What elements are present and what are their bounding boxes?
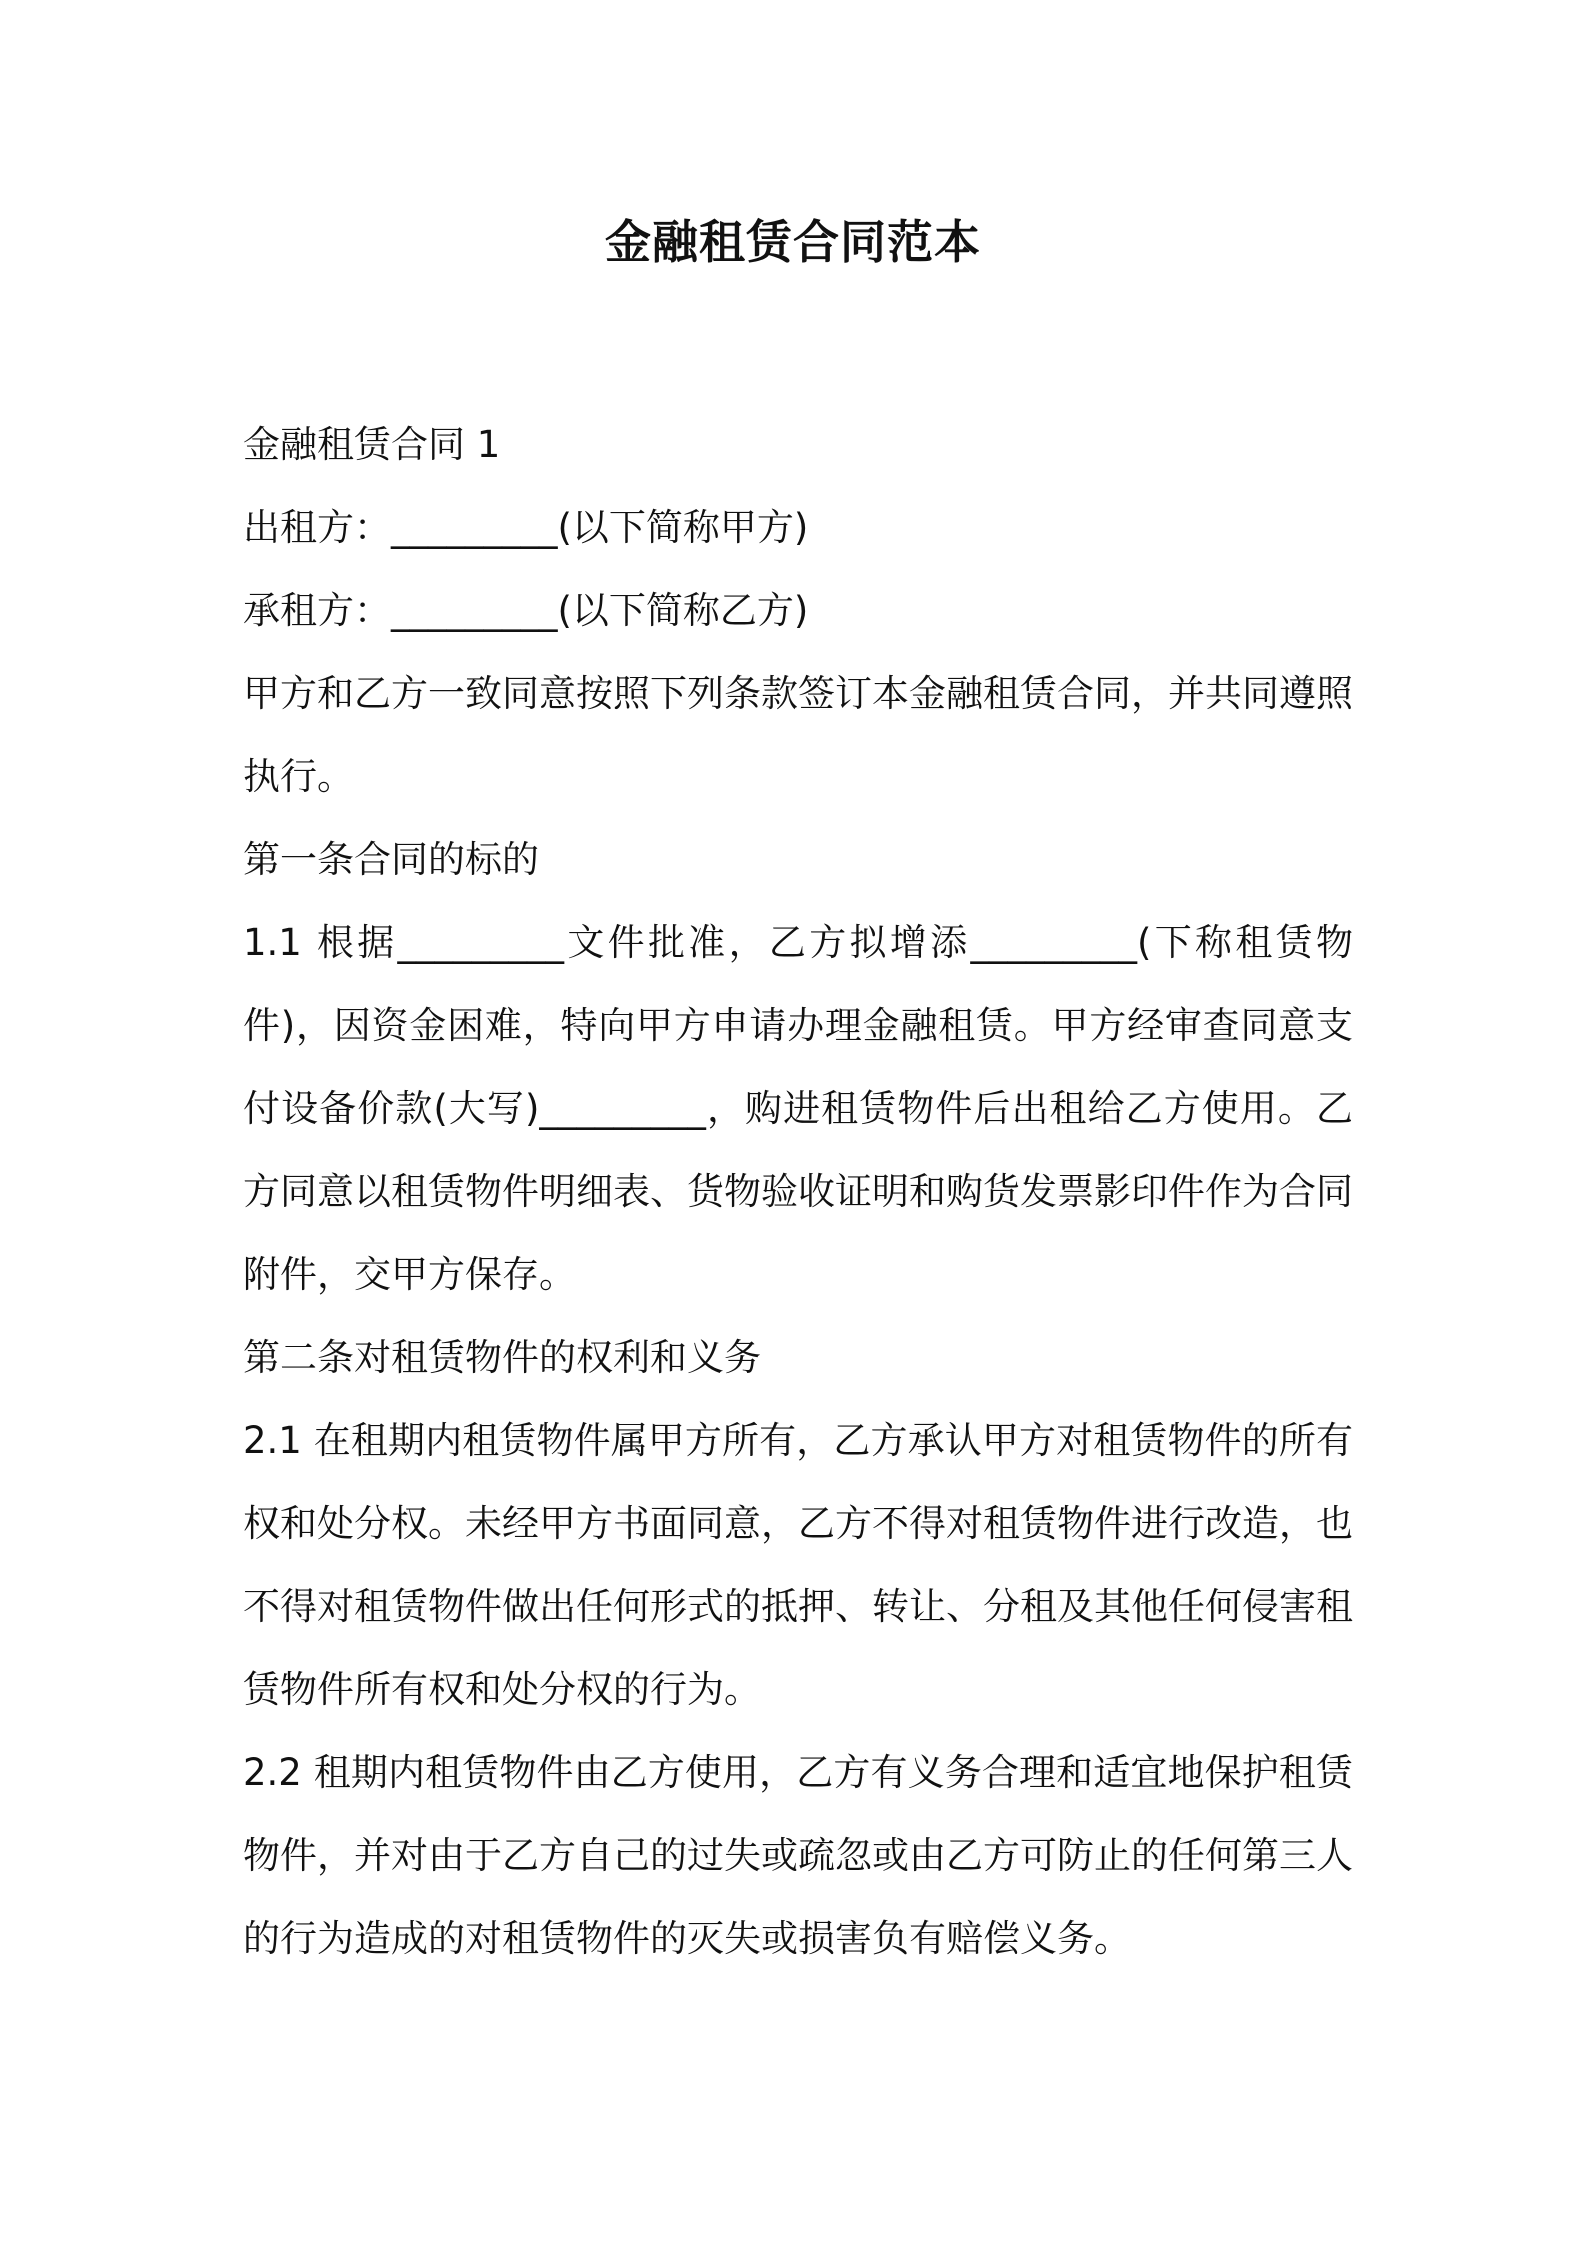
lessor-line: 出租方：_________(以下简称甲方)	[243, 506, 809, 549]
article-2-heading: 第二条对租赁物件的权利和义务	[243, 1336, 761, 1379]
document-body	[243, 403, 1353, 1980]
document-title: 金融租赁合同范本	[605, 215, 981, 269]
clause-1-1: 1.1 根据_________文件批准，乙方拟增添_________(下称租赁物件)，因资金困难，特向甲方申请办理金融租赁。甲方经审查同意支付设备价款(大写)_________，购进租赁物件后出租给乙方使用。乙方同意以租赁物件明细表、货物验收证明和购货发票影印件作为合同附件，交甲方保存。	[243, 921, 1353, 1296]
clause-2-2: 2.2 租期内租赁物件由乙方使用，乙方有义务合理和适宜地保护租赁物件，并对由于乙方自己的过失或疏忽或由乙方可防止的任何第三人的行为造成的对租赁物件的灭失或损害负有赔偿义务。	[243, 1751, 1353, 1960]
article-1-heading: 第一条合同的标的	[243, 838, 539, 881]
lessee-line: 承租方：_________(以下简称乙方)	[243, 589, 809, 632]
clause-2-1: 2.1 在租期内租赁物件属甲方所有，乙方承认甲方对租赁物件的所有权和处分权。未经甲方书面同意，乙方不得对租赁物件进行改造，也不得对租赁物件做出任何形式的抵押、转让、分租及其他任何侵害租赁物件所有权和处分权的行为。	[243, 1419, 1353, 1711]
agreement-paragraph: 甲方和乙方一致同意按照下列条款签订本金融租赁合同，并共同遵照执行。	[243, 672, 1353, 798]
contract-heading: 金融租赁合同 1	[243, 423, 501, 466]
